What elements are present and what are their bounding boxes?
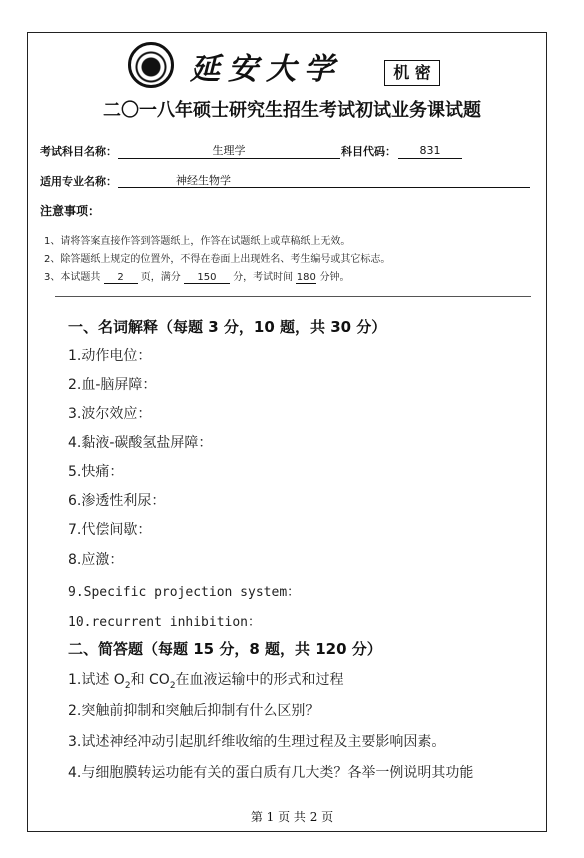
list-item: 2.血-脑屏障： xyxy=(68,377,157,393)
list-item: 4.黏液-碳酸氢盐屏障： xyxy=(68,435,213,451)
item-1-prefix: 1.试述 O xyxy=(68,672,125,688)
section-2-heading: 二、简答题（每题 15 分，8 题，共 120 分） xyxy=(68,640,382,658)
code-value: 831 xyxy=(398,143,462,159)
page-footer: 第 1 页 共 2 页 xyxy=(250,810,334,824)
full-score: 150 xyxy=(184,272,230,284)
exam-duration: 180 xyxy=(296,272,316,283)
list-item: 7.代偿间歇： xyxy=(68,522,152,538)
item-1-mid: 和 CO xyxy=(130,672,170,688)
co2-subscript: 2 xyxy=(169,680,176,691)
list-item: 4.与细胞膜转运功能有关的蛋白质有几大类？各举一例说明其功能 xyxy=(68,765,474,781)
university-seal-icon xyxy=(128,42,174,88)
school-name: 延安大学 xyxy=(190,52,342,87)
list-item: 9.Specific projection system： xyxy=(68,585,301,600)
major-label: 适用专业名称： xyxy=(40,175,117,188)
notice-line-2: 2、除答题纸上规定的位置外，不得在卷面上出现姓名、考生编号或其它标志。 xyxy=(44,254,391,265)
list-item: 10.recurrent inhibition： xyxy=(68,615,262,630)
divider xyxy=(55,296,531,297)
confidential-badge: 机 密 xyxy=(384,60,440,86)
notice-title: 注意事项： xyxy=(40,204,101,218)
list-item: 5.快痛： xyxy=(68,464,124,480)
page-count: 2 xyxy=(104,272,138,284)
o2-subscript: 2 xyxy=(124,680,131,691)
notice-line-3-prefix: 3、本试题共 xyxy=(44,272,101,283)
exam-title: 二〇一八年硕士研究生招生考试初试业务课试题 xyxy=(103,100,481,121)
list-item xyxy=(68,669,344,691)
notice-line-3 xyxy=(44,268,350,284)
notice-line-1: 1、请将答案直接作答到答题纸上，作答在试题纸上或草稿纸上无效。 xyxy=(44,236,351,247)
list-item: 2.突触前抑制和突触后抑制有什么区别？ xyxy=(68,703,320,719)
list-item: 3.试述神经冲动引起肌纤维收缩的生理过程及主要影响因素。 xyxy=(68,734,446,750)
list-item: 6.渗透性利尿： xyxy=(68,493,166,509)
subject-value: 生理学 xyxy=(118,143,340,159)
notice-line-3-suffix: 分钟。 xyxy=(319,272,350,283)
header xyxy=(0,40,584,86)
subject-label: 考试科目名称： xyxy=(40,145,117,158)
item-1-suffix: 在血液运输中的形式和过程 xyxy=(175,672,344,688)
list-item: 1.动作电位： xyxy=(68,348,152,364)
major-value: 神经生物学 xyxy=(118,173,530,188)
list-item: 8.应激： xyxy=(68,552,124,568)
notice-line-3-mid1: 页，满分 xyxy=(140,272,181,283)
notice-line-3-mid2: 分，考试时间 xyxy=(233,272,294,283)
section-1-heading: 一、名词解释（每题 3 分，10 题，共 30 分） xyxy=(68,318,387,336)
list-item: 3.波尔效应： xyxy=(68,406,152,422)
code-label: 科目代码： xyxy=(341,145,396,158)
